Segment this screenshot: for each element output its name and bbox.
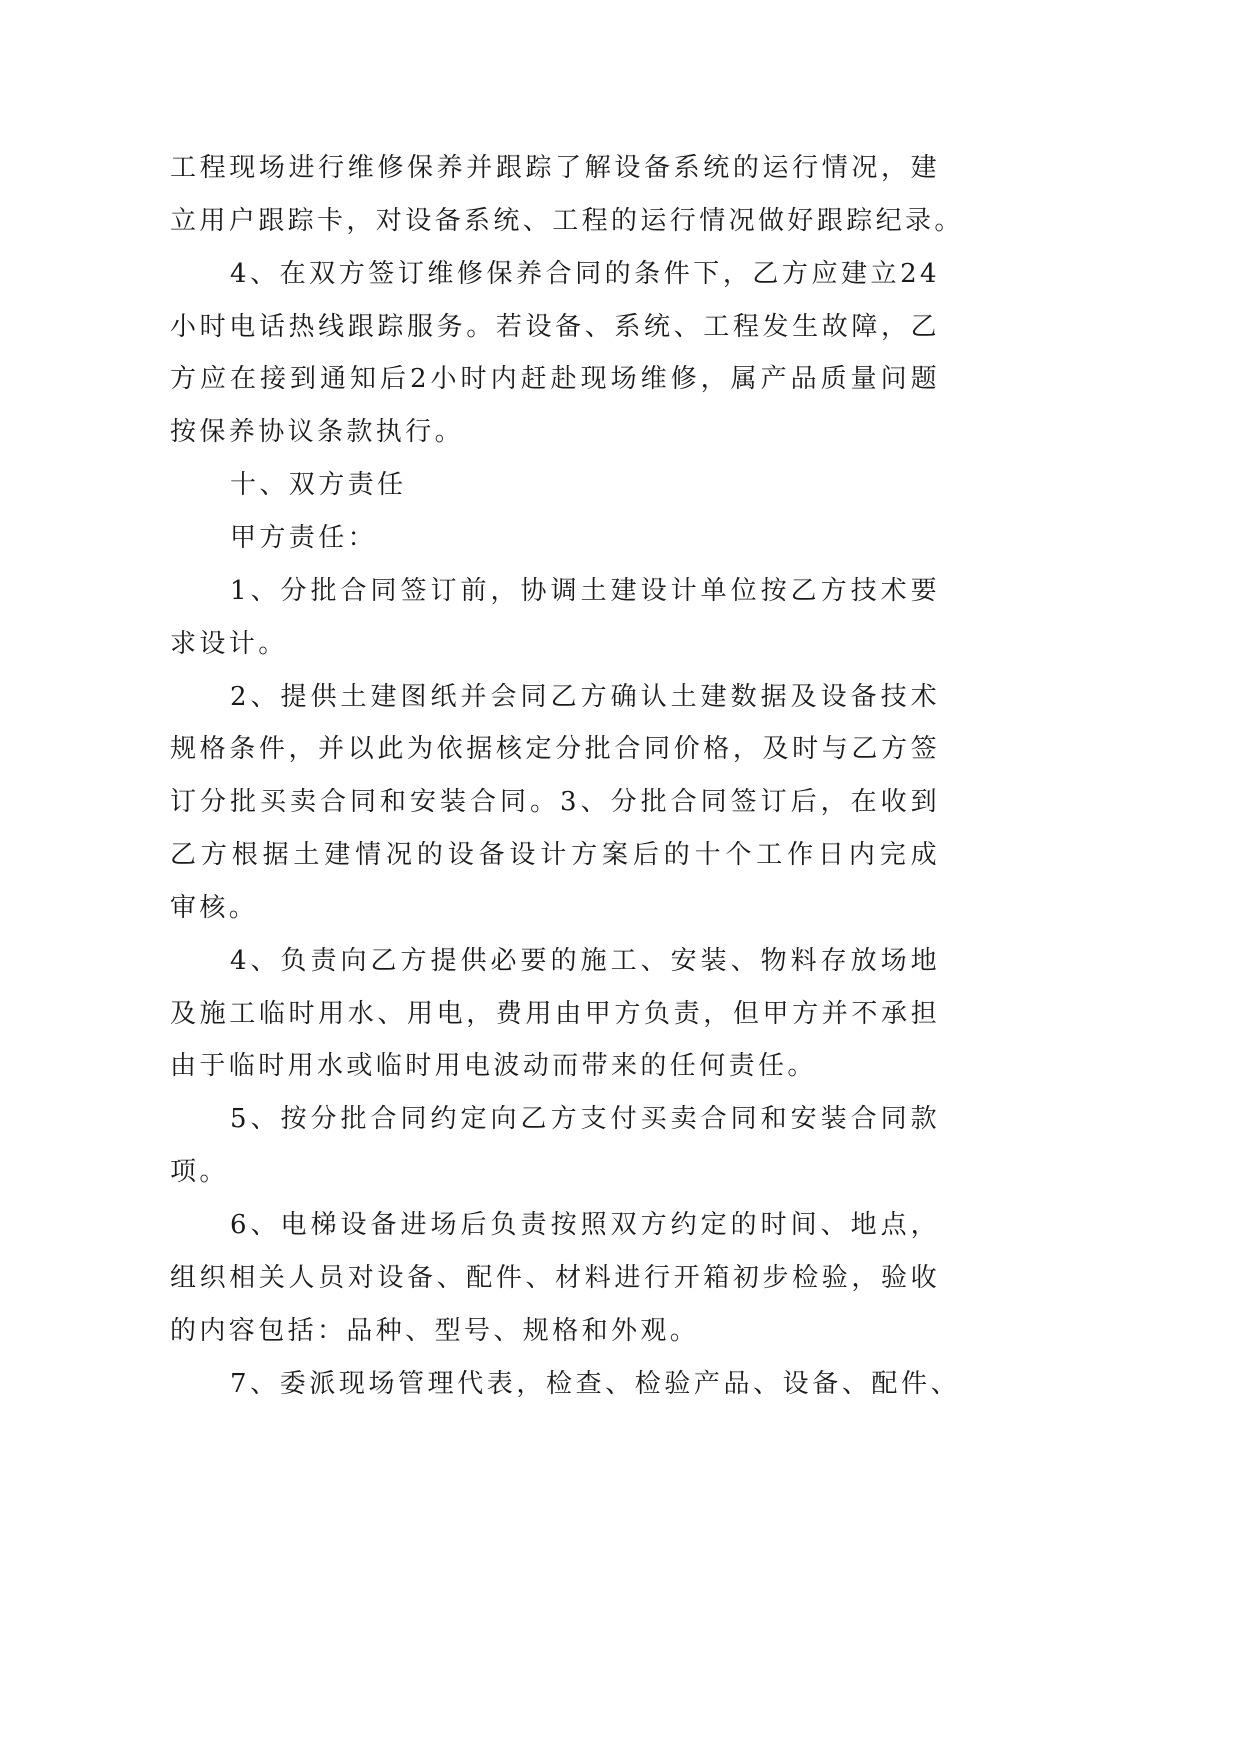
text-line: 4、负责向乙方提供必要的施工、安装、物料存放场地 xyxy=(230,945,940,976)
text-line: 订分批买卖合同和安装合同。3、分批合同签订后，在收到 xyxy=(170,787,940,818)
text-line: 审核。 xyxy=(170,892,259,923)
text-line: 的内容包括：品种、型号、规格和外观。 xyxy=(170,1315,700,1346)
text-line: 乙方根据土建情况的设备设计方案后的十个工作日内完成 xyxy=(170,840,940,871)
text-line: 小时电话热线跟踪服务。若设备、系统、工程发生故障，乙 xyxy=(170,311,940,342)
text-line: 2、提供土建图纸并会同乙方确认土建数据及设备技术 xyxy=(230,681,940,712)
text-line: 方应在接到通知后2小时内赶赴现场维修，属产品质量问题 xyxy=(170,364,940,395)
text-line: 组织相关人员对设备、配件、材料进行开箱初步检验，验收 xyxy=(170,1262,940,1293)
text-line: 由于临时用水或临时用电波动而带来的任何责任。 xyxy=(170,1051,817,1082)
text-line: 1、分批合同签订前，协调土建设计单位按乙方技术要 xyxy=(230,575,940,606)
text-line: 工程现场进行维修保养并跟踪了解设备系统的运行情况，建 xyxy=(170,153,940,183)
text-line: 及施工临时用水、用电，费用由甲方负责，但甲方并不承担 xyxy=(170,998,940,1029)
text-line: 甲方责任： xyxy=(230,522,378,553)
text-line: 立用户跟踪卡，对设备系统、工程的运行情况做好跟踪纪录。 xyxy=(170,205,964,236)
text-line: 5、按分批合同约定向乙方支付买卖合同和安装合同款 xyxy=(230,1104,940,1135)
text-line: 求设计。 xyxy=(170,628,288,659)
text-line: 项。 xyxy=(170,1157,229,1188)
text-line: 规格条件，并以此为依据核定分批合同价格，及时与乙方签 xyxy=(170,734,940,765)
text-line: 6、电梯设备进场后负责按照双方约定的时间、地点， xyxy=(230,1210,940,1240)
text-line: 4、在双方签订维修保养合同的条件下，乙方应建立24 xyxy=(230,258,940,289)
text-line: 十、双方责任 xyxy=(230,470,407,501)
text-line: 7、委派现场管理代表，检查、检验产品、设备、配件、 xyxy=(230,1368,960,1399)
text-line: 按保养协议条款执行。 xyxy=(170,417,465,448)
